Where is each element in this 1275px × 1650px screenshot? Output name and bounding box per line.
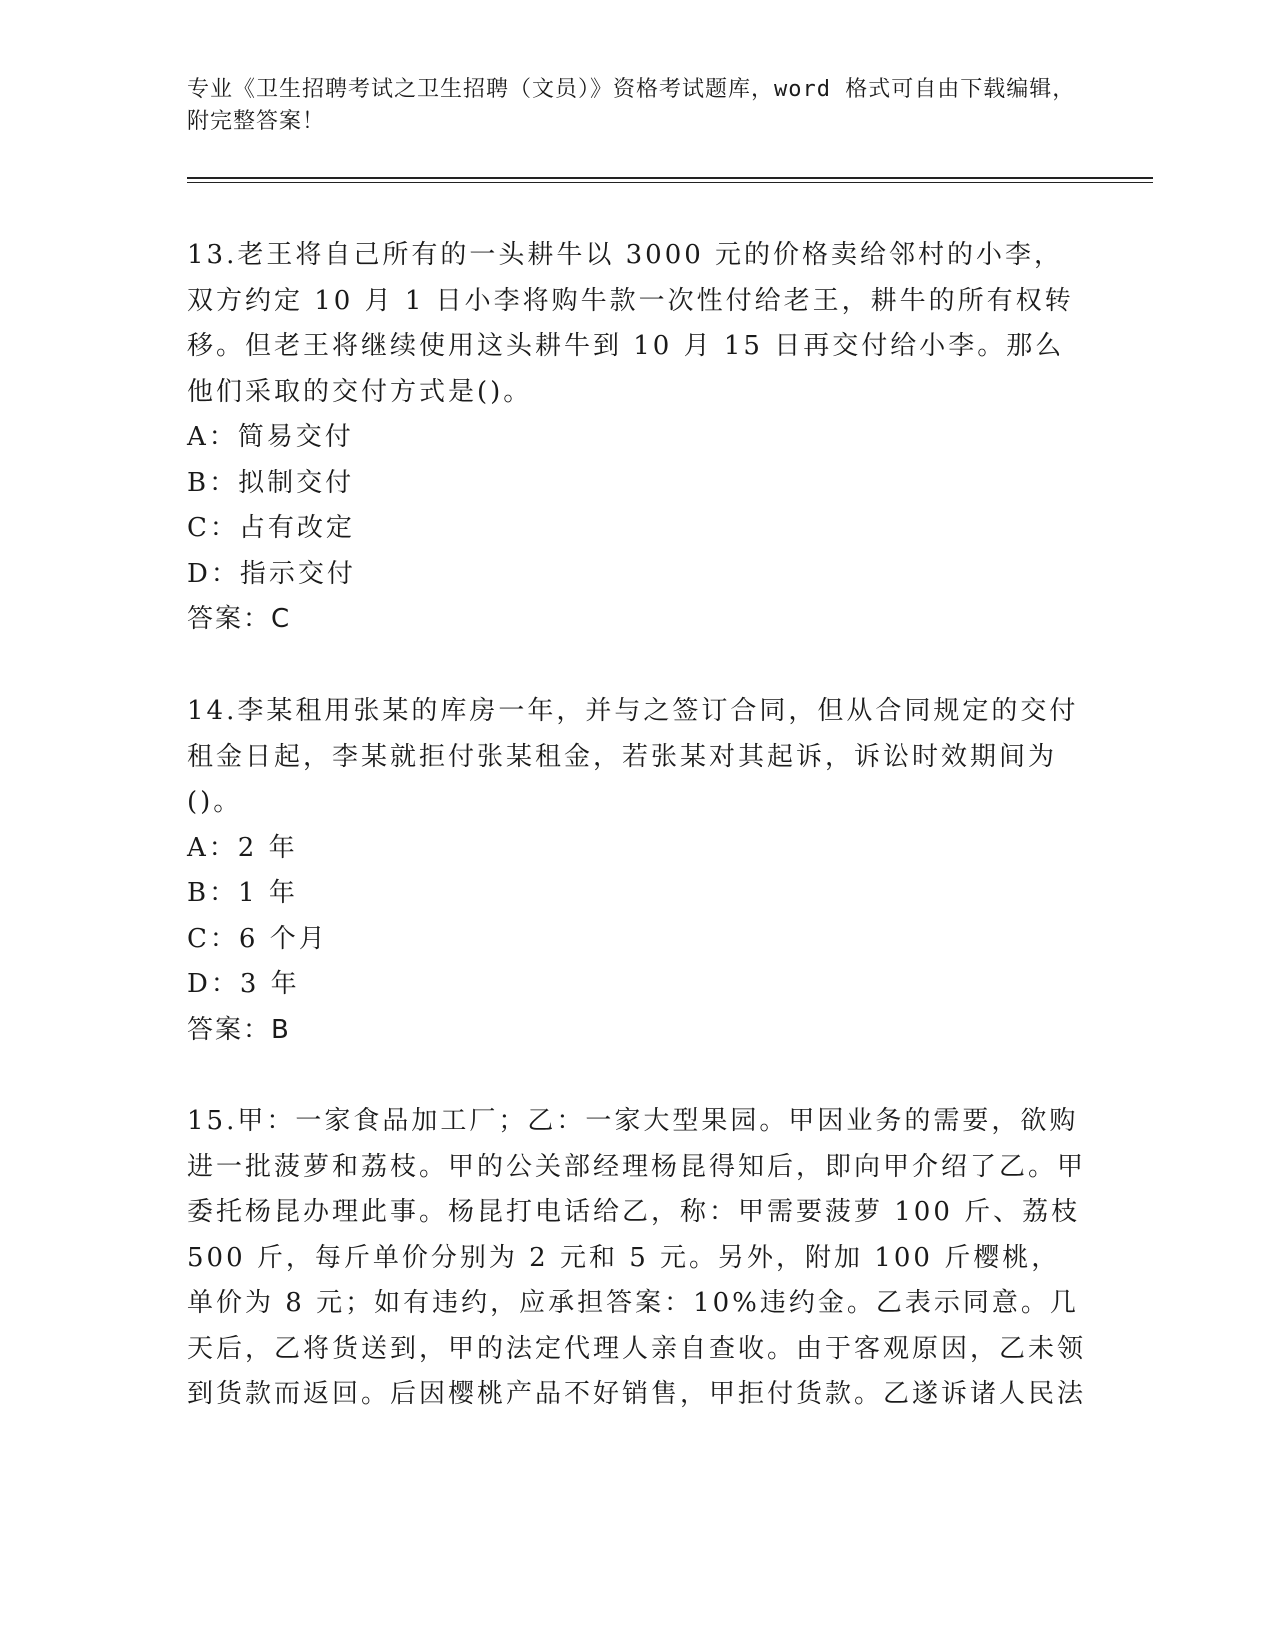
option-a: A：2 年	[187, 832, 298, 863]
option-c: C：占有改定	[187, 513, 355, 543]
option-d: D：指示交付	[187, 558, 356, 589]
question-stem: 13.老王将自己所有的一头耕牛以 3000 元的价格卖给邻村的小李，双方约定 10 月 1 日小李将购牛款一次性付给老王，耕牛的所有权转移。但老王将继续使用这头耕牛到 10 月 15 日再交付给小李。那么他们采取的交付方式是()。	[187, 240, 1074, 407]
option-a: A：简易交付	[187, 422, 354, 452]
question-15	[187, 1099, 1087, 1418]
option-d: D：3 年	[187, 969, 300, 999]
question-13	[187, 233, 1087, 643]
answer-line: 答案：C	[187, 604, 292, 634]
answer-line: 答案：B	[187, 1014, 291, 1045]
document-header	[187, 74, 1087, 138]
header-text: 专业《卫生招聘考试之卫生招聘（文员）》资格考试题库，word 格式可自由下载编辑，附完整答案！	[187, 77, 1076, 134]
option-b: B：拟制交付	[187, 467, 355, 498]
option-b: B：1 年	[187, 878, 298, 908]
option-c: C：6 个月	[187, 923, 328, 954]
question-stem: 15.甲：一家食品加工厂；乙：一家大型果园。甲因业务的需要，欲购进一批菠萝和荔枝。甲的公关部经理杨昆得知后，即向甲介绍了乙。甲委托杨昆办理此事。杨昆打电话给乙，称：甲需要菠萝 100 斤、荔枝 500 斤，每斤单价分别为 2 元和 5 元。另外，附加 100 斤樱桃，单价为 8 元；如有违约，应承担答案：10%违约金。乙表示同意。几天后，乙将货送到，甲的法定代理人亲自查收。由于客观原因，乙未领到货款而返回。后因樱桃产品不好销售，甲拒付货款。乙遂诉诸人民法	[187, 1106, 1087, 1409]
header-divider-thin	[187, 182, 1153, 183]
question-14	[187, 689, 1087, 1053]
header-divider-thick	[187, 177, 1153, 179]
question-stem: 14.李某租用张某的库房一年，并与之签订合同，但从合同规定的交付租金日起，李某就拒付张某租金，若张某对其起诉，诉讼时效期间为()。	[187, 696, 1079, 817]
